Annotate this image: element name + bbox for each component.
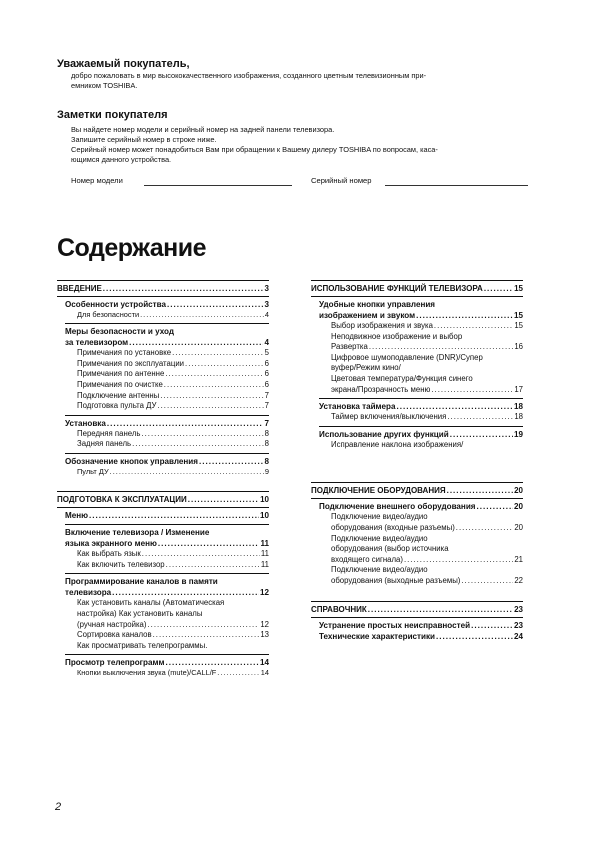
toc-dot-leader xyxy=(484,283,513,294)
toc-dot-leader xyxy=(142,549,260,560)
toc-entry[interactable] xyxy=(311,401,523,412)
toc-dot-leader xyxy=(368,604,513,615)
toc-entry-title: Включение телевизора / Изменение xyxy=(65,528,210,538)
toc-entry[interactable] xyxy=(57,560,269,571)
toc-entry-title: оборудования (выходные разъемы) xyxy=(331,575,461,585)
toc-entry-title: оборудования (выбор источника xyxy=(331,544,449,554)
toc-entry-page: 20 xyxy=(514,522,523,532)
toc-entry-page: 20 xyxy=(513,502,523,512)
toc-entry[interactable] xyxy=(311,353,523,364)
toc-divider xyxy=(311,482,523,483)
toc-dot-leader xyxy=(166,560,260,571)
toc-entry-page: 17 xyxy=(514,384,523,394)
toc-entry[interactable] xyxy=(57,348,269,359)
toc-entry-page: 15 xyxy=(514,284,523,293)
toc-entry-title: за телевизором xyxy=(65,338,129,348)
toc-entry-title: Меры безопасности и уход xyxy=(65,327,175,337)
toc-entry[interactable] xyxy=(311,631,523,642)
toc-entry-page: 12 xyxy=(260,619,269,629)
toc-entry[interactable] xyxy=(311,555,523,566)
toc-entry[interactable] xyxy=(311,565,523,576)
toc-entry-title: Подключение видео/аудио xyxy=(331,565,428,575)
toc-divider xyxy=(57,491,269,492)
toc-dot-leader xyxy=(188,494,259,505)
toc-entry-title: Подключение антенны xyxy=(77,390,160,400)
toc-entry[interactable] xyxy=(57,401,269,412)
toc-entry[interactable] xyxy=(57,510,269,521)
toc-dot-leader xyxy=(89,510,259,521)
toc-entry[interactable] xyxy=(311,523,523,534)
toc-entry-title: Подготовка пульта ДУ xyxy=(77,401,157,411)
welcome-line-2: емником TOSHIBA. xyxy=(71,81,138,90)
toc-entry-title: вуфер/Режим кино/ xyxy=(331,363,401,373)
toc-divider xyxy=(311,617,523,618)
toc-entry[interactable] xyxy=(57,668,269,678)
toc-entry-page: 18 xyxy=(514,412,523,422)
toc-entry[interactable] xyxy=(57,538,269,549)
toc-entry[interactable] xyxy=(311,620,523,631)
toc-entry-title: оборудования (входные разъемы) xyxy=(331,522,455,532)
toc-entry[interactable] xyxy=(57,429,269,440)
toc-entry[interactable] xyxy=(57,576,269,587)
toc-dot-leader xyxy=(140,310,264,320)
toc-entry[interactable] xyxy=(57,657,269,668)
toc-entry[interactable] xyxy=(311,576,523,587)
toc-entry-title: ПОДГОТОВКА К ЭКСПЛУАТАЦИИ xyxy=(57,495,187,505)
toc-divider xyxy=(57,296,269,297)
toc-entry[interactable] xyxy=(311,534,523,545)
toc-entry-title: (ручная настройка) xyxy=(77,619,147,629)
welcome-line-1: добро пожаловать в мир высококачественного изображения, созданного цветным телевизионным при- xyxy=(71,71,427,80)
toc-entry-page: 7 xyxy=(264,418,269,428)
toc-dot-leader xyxy=(404,555,513,566)
toc-entry-title: Задняя панель xyxy=(77,439,132,449)
toc-dot-leader xyxy=(165,657,259,668)
toc-dot-leader xyxy=(153,630,260,641)
toc-entry[interactable] xyxy=(311,429,523,440)
toc-divider xyxy=(311,280,523,281)
toc-entry-page: 12 xyxy=(259,588,269,598)
toc-entry-page: 23 xyxy=(513,620,523,630)
toc-dot-leader xyxy=(450,429,513,440)
serial-number-label: Серийный номер xyxy=(311,176,372,185)
toc-entry-title: Кнопки выключения звука (mute)/CALL/F xyxy=(77,668,217,678)
toc-entry-page: 6 xyxy=(264,358,269,368)
toc-entry-title: Таймер включения/выключения xyxy=(331,412,447,422)
toc-dot-leader xyxy=(436,631,513,642)
toc-entry-title: Подключение внешнего оборудования xyxy=(319,502,476,512)
toc-entry-page: 8 xyxy=(264,439,269,449)
toc-dot-leader xyxy=(107,418,264,429)
toc-dot-leader xyxy=(112,587,259,598)
toc-entry-title: Неподвижное изображение и выбор xyxy=(331,331,463,341)
toc-dot-leader xyxy=(199,456,263,467)
toc-entry-page: 7 xyxy=(264,390,269,400)
toc-entry[interactable] xyxy=(311,412,523,423)
toc-divider xyxy=(57,280,269,281)
toc-entry-title: входящего сигнала) xyxy=(331,554,403,564)
toc-entry-title: Для безопасности xyxy=(77,310,140,319)
toc-divider xyxy=(57,507,269,508)
toc-dot-leader xyxy=(461,576,513,587)
notes-line-1: Вы найдете номер модели и серийный номер на задней панели телевизора. xyxy=(71,125,335,134)
toc-entry-title: Развертка xyxy=(331,342,368,352)
toc-divider xyxy=(319,398,523,399)
notes-title: Заметки покупателя xyxy=(57,109,168,121)
toc-entry-title: Примечания по установке xyxy=(77,348,172,358)
toc-entry[interactable] xyxy=(57,467,269,477)
toc-dot-leader xyxy=(471,620,513,631)
toc-divider xyxy=(65,323,269,324)
toc-entry-title: ВВЕДЕНИЕ xyxy=(57,284,102,293)
toc-entry[interactable] xyxy=(57,310,269,320)
toc-entry[interactable] xyxy=(57,439,269,450)
toc-entry[interactable] xyxy=(57,587,269,598)
toc-entry-title: Установка таймера xyxy=(319,402,396,412)
toc-divider xyxy=(311,296,523,297)
toc-spacer xyxy=(311,450,523,480)
toc-entry-page: 3 xyxy=(264,300,269,309)
toc-dot-leader xyxy=(447,412,513,423)
toc-dot-leader xyxy=(167,299,263,310)
toc-entry-page: 4 xyxy=(264,310,269,319)
toc-entry-title: Подключение видео/аудио xyxy=(331,533,428,543)
toc-entry-page: 18 xyxy=(513,402,523,412)
toc-dot-leader xyxy=(477,501,513,512)
toc-entry[interactable] xyxy=(57,418,269,429)
model-number-field[interactable] xyxy=(144,185,292,186)
toc-entry[interactable] xyxy=(57,549,269,560)
toc-entry-title: Пульт ДУ xyxy=(77,466,109,476)
toc-entry[interactable] xyxy=(311,374,523,385)
toc-entry-title: Как выбрать язык xyxy=(77,549,141,559)
toc-entry[interactable] xyxy=(311,342,523,353)
toc-entry[interactable] xyxy=(57,630,269,641)
toc-dot-leader xyxy=(103,283,264,294)
toc-entry-title: Примечания по очистке xyxy=(77,379,163,389)
toc-entry-page: 21 xyxy=(514,554,523,564)
toc-entry-page: 7 xyxy=(264,401,269,411)
toc-entry-title: Установка xyxy=(65,418,106,428)
toc-entry-page: 13 xyxy=(260,630,269,640)
toc-entry-title: Устранение простых неисправностей xyxy=(319,620,471,630)
toc-entry-title: Сортировка каналов xyxy=(77,630,152,640)
toc-entry[interactable] xyxy=(311,604,523,615)
toc-entry-title: экрана/Прозрачность меню xyxy=(331,384,431,394)
toc-entry-page: 3 xyxy=(264,284,269,293)
toc-entry[interactable] xyxy=(57,620,269,631)
toc-dot-leader xyxy=(164,380,264,391)
toc-entry[interactable] xyxy=(311,310,523,321)
toc-entry-page: 9 xyxy=(264,466,269,476)
toc-dot-leader xyxy=(185,359,264,370)
toc-entry-title: Исправление наклона изображения/ xyxy=(331,439,464,449)
toc-spacer xyxy=(311,587,523,599)
toc-divider xyxy=(311,498,523,499)
toc-dot-leader xyxy=(158,538,260,549)
toc-dot-leader xyxy=(217,668,260,678)
toc-entry-title: Особенности устройства xyxy=(65,300,167,309)
toc-divider xyxy=(65,415,269,416)
toc-divider xyxy=(311,601,523,602)
toc-entry-page: 10 xyxy=(260,495,269,505)
toc-entry-title: Как просматривать телепрограммы. xyxy=(77,640,208,650)
toc-entry[interactable] xyxy=(57,283,269,294)
toc-entry[interactable] xyxy=(57,380,269,391)
toc-entry-title: Программирование каналов в памяти xyxy=(65,577,218,587)
toc-entry[interactable] xyxy=(311,283,523,294)
notes-line-4: ющимся данного устройства. xyxy=(71,155,172,164)
toc-entry-page: 6 xyxy=(264,379,269,389)
toc-entry-page: 8 xyxy=(264,428,269,438)
toc-divider xyxy=(319,426,523,427)
toc-entry[interactable] xyxy=(57,609,269,620)
toc-entry-title: Примечания по антенне xyxy=(77,369,165,379)
toc-entry[interactable] xyxy=(311,299,523,310)
toc-entry-title: Удобные кнопки управления xyxy=(319,300,436,309)
notes-line-3: Серийный номер может понадобиться Вам при обращении к Вашему дилеру TOSHIBA по вопросам, каса- xyxy=(71,145,438,154)
toc-dot-leader xyxy=(369,342,514,353)
toc-entry-page: 11 xyxy=(260,549,269,559)
toc-entry-title: Выбор изображения и звука xyxy=(331,321,433,330)
toc-entry[interactable] xyxy=(311,501,523,512)
toc-entry-title: языка экранного меню xyxy=(65,539,157,549)
toc-entry[interactable] xyxy=(57,527,269,538)
toc-entry-title: Технические характеристики xyxy=(319,631,436,641)
toc-dot-leader xyxy=(434,321,513,332)
toc-entry-title: Примечания по эксплуатации xyxy=(77,358,185,368)
toc-entry-title: Обозначение кнопок управления xyxy=(65,456,199,466)
toc-entry-title: Подключение видео/аудио xyxy=(331,512,428,522)
toc-entry[interactable] xyxy=(57,494,269,505)
toc-divider xyxy=(65,524,269,525)
toc-divider xyxy=(65,453,269,454)
toc-entry[interactable] xyxy=(57,641,269,652)
toc-dot-leader xyxy=(431,385,513,396)
notes-line-2: Запишите серийный номер в строке ниже. xyxy=(71,135,217,144)
toc-entry-page: 5 xyxy=(264,348,269,358)
toc-entry-title: ПОДКЛЮЧЕНИЕ ОБОРУДОВАНИЯ xyxy=(311,486,446,496)
toc-entry-page: 15 xyxy=(514,321,523,330)
toc-entry[interactable] xyxy=(57,359,269,370)
toc-entry-page: 22 xyxy=(514,575,523,585)
toc-dot-leader xyxy=(416,310,513,321)
toc-entry-page: 24 xyxy=(513,631,523,641)
toc-dot-leader xyxy=(172,348,264,359)
page-number: 2 xyxy=(55,801,62,813)
toc-entry-page: 6 xyxy=(264,369,269,379)
toc-entry[interactable] xyxy=(311,512,523,523)
toc-entry-page: 19 xyxy=(513,429,523,439)
toc-title: Содержание xyxy=(57,234,207,262)
toc-entry[interactable] xyxy=(311,440,523,451)
toc-entry[interactable] xyxy=(311,544,523,555)
toc-dot-leader xyxy=(160,391,263,402)
toc-entry-page: 8 xyxy=(264,456,269,466)
toc-divider xyxy=(65,654,269,655)
toc-entry[interactable] xyxy=(311,321,523,332)
toc-entry[interactable] xyxy=(57,369,269,380)
toc-dot-leader xyxy=(148,620,260,631)
toc-divider xyxy=(65,573,269,574)
toc-entry[interactable] xyxy=(57,456,269,467)
toc-entry-title: ИСПОЛЬЗОВАНИЕ ФУНКЦИЙ ТЕЛЕВИЗОРА xyxy=(311,284,483,293)
toc-entry[interactable] xyxy=(57,598,269,609)
toc-entry[interactable] xyxy=(57,391,269,402)
toc-entry-page: 14 xyxy=(259,658,269,668)
toc-entry-title: СПРАВОЧНИК xyxy=(311,604,367,614)
toc-dot-leader xyxy=(447,485,513,496)
toc-entry-title: Меню xyxy=(65,511,89,521)
toc-dot-leader xyxy=(157,401,263,412)
toc-entry[interactable] xyxy=(57,299,269,310)
toc-entry[interactable] xyxy=(57,337,269,348)
toc-entry-page: 16 xyxy=(514,342,523,352)
toc-entry-page: 10 xyxy=(259,511,269,521)
toc-entry[interactable] xyxy=(311,485,523,496)
toc-dot-leader xyxy=(129,337,263,348)
toc-right-column xyxy=(311,278,523,642)
toc-entry-title: изображением и звуком xyxy=(319,311,416,320)
toc-entry-page: 23 xyxy=(514,604,523,614)
toc-dot-leader xyxy=(141,429,263,440)
toc-spacer xyxy=(57,477,269,489)
serial-number-field[interactable] xyxy=(385,185,528,186)
model-number-label: Номер модели xyxy=(71,176,123,185)
toc-dot-leader xyxy=(396,401,513,412)
toc-entry-title: Как включить телевизор xyxy=(77,559,165,569)
toc-dot-leader xyxy=(132,439,264,450)
toc-dot-leader xyxy=(165,369,263,380)
toc-entry-title: Просмотр телепрограмм xyxy=(65,658,165,668)
toc-entry-title: Цифровое шумоподавление (DNR)/Супер xyxy=(331,352,483,362)
toc-entry-page: 14 xyxy=(260,668,269,678)
toc-left-column xyxy=(57,278,269,679)
toc-dot-leader xyxy=(456,523,514,534)
toc-entry-title: телевизора xyxy=(65,588,112,598)
toc-dot-leader xyxy=(110,467,264,477)
toc-entry-page: 4 xyxy=(264,338,269,348)
toc-entry-page: 20 xyxy=(514,486,523,496)
toc-entry-title: настройка) Как установить каналы xyxy=(77,608,203,618)
toc-entry[interactable] xyxy=(57,326,269,337)
toc-entry-title: Передняя панель xyxy=(77,428,141,438)
toc-entry-title: Использование других функций xyxy=(319,429,449,439)
toc-entry-page: 11 xyxy=(260,539,269,549)
welcome-title: Уважаемый покупатель, xyxy=(57,58,190,70)
toc-entry-page: 15 xyxy=(513,311,523,320)
toc-entry[interactable] xyxy=(311,385,523,396)
toc-entry-page: 11 xyxy=(260,559,269,569)
toc-entry[interactable] xyxy=(311,332,523,343)
toc-entry-title: Цветовая температура/Функция синего xyxy=(331,373,473,383)
toc-entry[interactable] xyxy=(311,363,523,374)
toc-entry-title: Как установить каналы (Автоматическая xyxy=(77,598,225,608)
